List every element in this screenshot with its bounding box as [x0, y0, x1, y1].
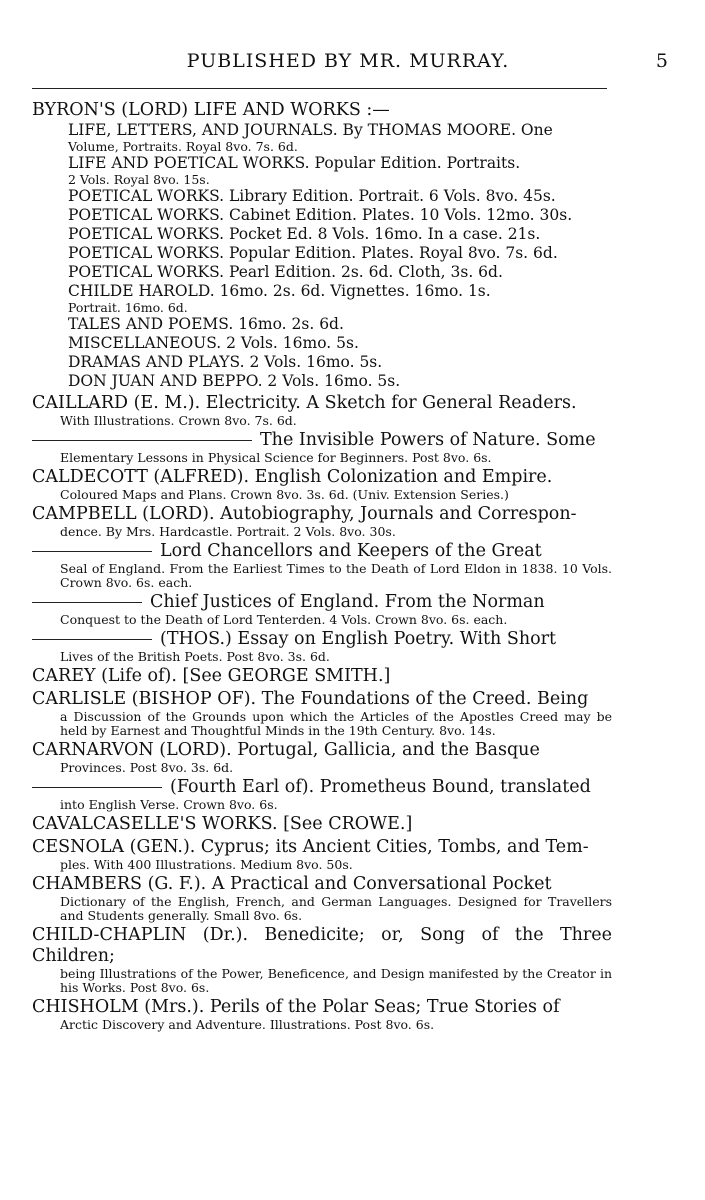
- entry-detail: Provinces. Post 8vo. 3s. 6d.: [60, 760, 234, 775]
- byron-item-detail: Portrait. 16mo. 6d.: [68, 300, 188, 315]
- entry-heading: [32, 430, 612, 451]
- entry-heading: [32, 467, 612, 488]
- catalogue-entry: [32, 740, 612, 775]
- byron-item: [32, 315, 612, 334]
- byron-item-title: DON JUAN AND BEPPO. 2 Vols. 16mo. 5s.: [68, 372, 401, 390]
- entry-heading-text: CHAMBERS (G. F.). A Practical and Conversational Pocket: [32, 874, 552, 894]
- entry-heading: [32, 837, 612, 858]
- entry-detail: a Discussion of the Grounds upon which the Articles of the Apostles Creed may be held by Earnest and Thoughtful Minds in the 19th Century. 8vo. 14s.: [60, 709, 612, 738]
- ditto-dash: [32, 602, 142, 603]
- catalogue-entry: [32, 925, 612, 995]
- entry-heading-text: Lord Chancellors and Keepers of the Great: [160, 541, 542, 561]
- entry-heading-text: CALDECOTT (ALFRED). English Colonization and Empire.: [32, 467, 553, 487]
- entry-detail: dence. By Mrs. Hardcastle. Portrait. 2 Vols. 8vo. 30s.: [60, 524, 396, 539]
- entry-detail: Coloured Maps and Plans. Crown 8vo. 3s. 6d. (Univ. Extension Series.): [60, 487, 509, 502]
- byron-item-detail: Volume, Portraits. Royal 8vo. 7s. 6d.: [68, 139, 298, 154]
- page-number: 5: [655, 50, 668, 72]
- catalogue-entry: [32, 393, 612, 428]
- entry-heading-text: CAILLARD (E. M.). Electricity. A Sketch for General Readers.: [32, 393, 577, 413]
- header-rule: [32, 88, 607, 89]
- entry-heading: [32, 504, 612, 525]
- entry-heading-text: CARLISLE (BISHOP OF). The Foundations of the Creed. Being: [32, 689, 589, 709]
- byron-item-title: POETICAL WORKS. Popular Edition. Plates. Royal 8vo. 7s. 6d.: [68, 244, 558, 262]
- byron-section: [32, 100, 612, 391]
- ditto-dash: [32, 551, 152, 552]
- page-header: [28, 50, 668, 78]
- entry-heading-text: CAVALCASELLE'S WORKS. [See CROWE.]: [32, 814, 413, 834]
- entry-heading-text: CHILD-CHAPLIN (Dr.). Benedicite; or, Song of the Three Children;: [32, 925, 612, 966]
- byron-item-title: POETICAL WORKS. Pocket Ed. 8 Vols. 16mo. In a case. 21s.: [68, 225, 541, 243]
- entry-heading: [32, 777, 612, 798]
- entry-heading-text: CAREY (Life of). [See GEORGE SMITH.]: [32, 666, 391, 686]
- entry-detail: Elementary Lessons in Physical Science for Beginners. Post 8vo. 6s.: [60, 450, 492, 465]
- byron-item-title: POETICAL WORKS. Cabinet Edition. Plates. 10 Vols. 12mo. 30s.: [68, 206, 573, 224]
- catalogue-entry: [32, 837, 612, 872]
- catalogue-entries: [32, 393, 612, 1032]
- ditto-dash: [32, 440, 252, 441]
- entry-heading: [32, 666, 612, 687]
- byron-item: [32, 372, 612, 391]
- byron-item-title: POETICAL WORKS. Library Edition. Portrait. 6 Vols. 8vo. 45s.: [68, 187, 556, 205]
- catalogue-entry: [32, 629, 612, 664]
- byron-item: [32, 282, 612, 315]
- catalogue-entry: [32, 504, 612, 539]
- entry-detail: Seal of England. From the Earliest Times to the Death of Lord Eldon in 1838. 10 Vols. Crown 8vo. 6s. each.: [60, 561, 612, 590]
- entry-detail: into English Verse. Crown 8vo. 6s.: [60, 797, 278, 812]
- catalogue-entry: [32, 777, 612, 812]
- byron-item-title: LIFE AND POETICAL WORKS. Popular Edition. Portraits.: [68, 154, 521, 172]
- byron-item: [32, 244, 612, 263]
- byron-item-detail: 2 Vols. Royal 8vo. 15s.: [68, 172, 210, 187]
- byron-item: [32, 121, 612, 154]
- running-head: PUBLISHED BY MR. MURRAY.: [186, 50, 510, 72]
- entry-detail: Dictionary of the English, French, and German Languages. Designed for Travellers and Students generally. Small 8vo. 6s.: [60, 894, 612, 923]
- entry-heading: [32, 814, 612, 835]
- entry-heading: [32, 925, 612, 967]
- catalogue-entry: [32, 814, 612, 835]
- entry-heading-text: CESNOLA (GEN.). Cyprus; its Ancient Cities, Tombs, and Tem-: [32, 837, 589, 857]
- byron-item-title: CHILDE HAROLD. 16mo. 2s. 6d. Vignettes. 16mo. 1s.: [68, 282, 491, 300]
- entry-heading-text: CHISHOLM (Mrs.). Perils of the Polar Seas; True Stories of: [32, 997, 560, 1017]
- catalogue-entry: [32, 592, 612, 627]
- byron-item-title: MISCELLANEOUS. 2 Vols. 16mo. 5s.: [68, 334, 359, 352]
- byron-item-title: DRAMAS AND PLAYS. 2 Vols. 16mo. 5s.: [68, 353, 383, 371]
- catalogue-entry: [32, 997, 612, 1032]
- byron-item: [32, 206, 612, 225]
- catalogue-entry: [32, 430, 612, 465]
- catalogue-entry: [32, 666, 612, 687]
- entry-heading: [32, 393, 612, 414]
- entry-detail: Lives of the British Poets. Post 8vo. 3s. 6d.: [60, 649, 330, 664]
- entry-heading-text: CAMPBELL (LORD). Autobiography, Journals and Correspon-: [32, 504, 577, 524]
- entry-detail: Conquest to the Death of Lord Tenterden. 4 Vols. Crown 8vo. 6s. each.: [60, 612, 508, 627]
- entry-heading: [32, 592, 612, 613]
- byron-item: [32, 353, 612, 372]
- ditto-dash: [32, 787, 162, 788]
- entry-heading-text: (Fourth Earl of). Prometheus Bound, translated: [170, 777, 591, 797]
- entry-heading-text: Chief Justices of England. From the Norman: [150, 592, 545, 612]
- catalogue-entry: [32, 467, 612, 502]
- byron-item-title: LIFE, LETTERS, AND JOURNALS. By THOMAS MOORE. One: [68, 121, 553, 139]
- byron-item: [32, 334, 612, 353]
- entry-heading: [32, 874, 612, 895]
- entry-heading: [32, 997, 612, 1018]
- entry-detail: ples. With 400 Illustrations. Medium 8vo. 50s.: [60, 857, 353, 872]
- catalogue-entry: [32, 689, 612, 738]
- entry-detail: Arctic Discovery and Adventure. Illustrations. Post 8vo. 6s.: [60, 1017, 435, 1032]
- entry-heading: [32, 740, 612, 761]
- entry-heading-text: The Invisible Powers of Nature. Some: [260, 430, 596, 450]
- catalogue-entry: [32, 541, 612, 590]
- entry-heading: [32, 689, 612, 710]
- entry-heading: [32, 541, 612, 562]
- byron-item: [32, 154, 612, 187]
- byron-item-title: POETICAL WORKS. Pearl Edition. 2s. 6d. Cloth, 3s. 6d.: [68, 263, 503, 281]
- byron-heading: BYRON'S (LORD) LIFE AND WORKS :—: [32, 100, 390, 120]
- catalogue-entry: [32, 874, 612, 923]
- byron-item-title: TALES AND POEMS. 16mo. 2s. 6d.: [68, 315, 344, 333]
- byron-item: [32, 225, 612, 244]
- byron-item: [32, 263, 612, 282]
- entry-heading-text: (THOS.) Essay on English Poetry. With Short: [160, 629, 557, 649]
- ditto-dash: [32, 639, 152, 640]
- byron-items: [32, 121, 612, 391]
- catalogue-listing: [32, 100, 612, 1034]
- entry-detail: With Illustrations. Crown 8vo. 7s. 6d.: [60, 413, 297, 428]
- entry-heading: [32, 629, 612, 650]
- entry-detail: being Illustrations of the Power, Beneficence, and Design manifested by the Creator in his Works. Post 8vo. 6s.: [60, 966, 612, 995]
- entry-heading-text: CARNARVON (LORD). Portugal, Gallicia, and the Basque: [32, 740, 540, 760]
- byron-item: [32, 187, 612, 206]
